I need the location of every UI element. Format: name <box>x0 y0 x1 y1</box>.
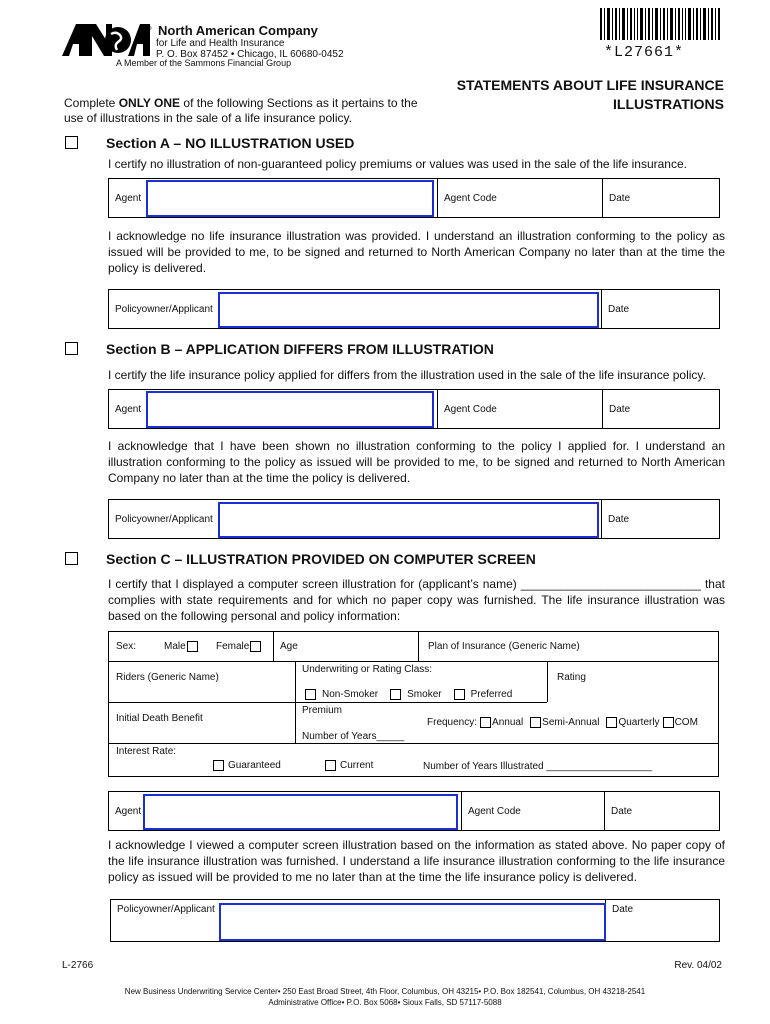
agent-label: Agent <box>115 192 142 204</box>
semi-annual-label: Semi-Annual <box>542 717 600 728</box>
section-c-agent-field[interactable] <box>143 794 458 830</box>
company-name: North American Company <box>158 23 318 38</box>
section-b-certify: I certify the life insurance policy applied for differs from the illustration used in the sale of the life insurance policy. <box>108 368 706 382</box>
date-cell[interactable] <box>603 390 720 429</box>
section-a-agent-field[interactable] <box>146 180 434 217</box>
date-cell[interactable] <box>602 290 720 329</box>
semi-annual-checkbox[interactable] <box>530 717 541 728</box>
agent-label: Agent <box>115 403 142 415</box>
section-a-policyowner-field[interactable] <box>218 292 599 328</box>
quarterly-label: Quarterly <box>618 717 660 728</box>
barcode-number: *L27661* <box>604 44 685 61</box>
riders-label: Riders (Generic Name) <box>116 672 219 683</box>
title-line-1: STATEMENTS ABOUT LIFE INSURANCE <box>456 77 724 93</box>
class-options <box>305 689 512 700</box>
female-checkbox[interactable] <box>250 641 261 652</box>
frequency-label: Frequency: <box>427 717 478 728</box>
female-label: Female <box>216 641 250 652</box>
policyowner-label: Policyowner/Applicant <box>115 303 213 315</box>
intro-bold: ONLY ONE <box>118 96 181 110</box>
com-checkbox[interactable] <box>663 717 674 728</box>
male-checkbox[interactable] <box>187 641 198 652</box>
company-logo <box>62 22 152 58</box>
current-checkbox[interactable] <box>325 760 336 771</box>
section-b-acknowledge: I acknowledge that I have been shown no illustration conforming to the policy I applied for. I understand an illustration conforming to the policy as issued will be provided to me, to be signed and returned to North American Company no later than at the time the policy is delivered. <box>108 439 725 485</box>
section-b-checkbox[interactable] <box>65 342 78 355</box>
age-label: Age <box>280 641 298 652</box>
grid-divider <box>273 632 274 661</box>
section-c-title: Section C – ILLUSTRATION PROVIDED ON COMPUTER SCREEN <box>106 551 536 567</box>
number-of-years-label: Number of Years_____ <box>302 731 405 742</box>
section-b-agent-field[interactable] <box>146 391 434 428</box>
frequency-options <box>427 717 698 728</box>
date-cell[interactable] <box>605 792 720 831</box>
agent-code-label: Agent Code <box>444 403 497 415</box>
title-line-2: ILLUSTRATIONS <box>613 96 724 112</box>
section-b-title: Section B – APPLICATION DIFFERS FROM ILLUSTRATION <box>106 341 494 357</box>
smoker-label: Smoker <box>407 689 442 700</box>
date-label: Date <box>608 303 630 315</box>
section-a-certify: I certify no illustration of non-guaranteed policy premiums or values was used in the sale of the life insurance. <box>108 157 687 171</box>
svg-text:®: ® <box>148 26 152 32</box>
intro-post: of the following Sections as it pertains to the use of illustrations in the sale of a life insurance policy. <box>64 96 418 125</box>
date-label: Date <box>609 403 631 415</box>
date-label: Date <box>609 192 631 204</box>
date-label: Date <box>612 904 634 915</box>
quarterly-checkbox[interactable] <box>606 717 617 728</box>
male-label: Male <box>164 641 186 652</box>
date-cell[interactable] <box>602 500 720 539</box>
female-option[interactable] <box>216 641 261 652</box>
form-number: L-2766 <box>62 960 94 971</box>
guaranteed-option[interactable] <box>213 760 281 771</box>
annual-checkbox[interactable] <box>480 717 491 728</box>
agent-code-label: Agent Code <box>468 805 521 817</box>
current-label: Current <box>340 760 374 771</box>
footer-address-1: New Business Underwriting Service Center• 250 East Broad Street, 4th Floor, Columbus, OH 43215• P.O. Box 182541, Columbus, OH 43218-2541 <box>124 987 646 996</box>
rating-label: Rating <box>557 672 586 683</box>
guaranteed-label: Guaranteed <box>228 760 281 771</box>
company-sub-line: for Life and Health Insurance <box>156 38 285 49</box>
agent-code-cell[interactable] <box>462 792 605 831</box>
interest-rate-label: Interest Rate: <box>116 746 177 757</box>
section-c-acknowledge: I acknowledge I viewed a computer screen illustration based on the information as stated above. No paper copy of the life insurance illustration was furnished. I understand a life insurance illustration conforming to the life insurance policy as issued will be provided to me no later than at the time the life insurance policy is delivered. <box>108 838 725 884</box>
date-label: Date <box>608 513 630 525</box>
grid-divider <box>109 661 718 662</box>
preferred-checkbox[interactable] <box>454 689 465 700</box>
annual-label: Annual <box>492 717 524 728</box>
grid-divider <box>109 702 547 703</box>
intro-pre: Complete <box>64 96 119 110</box>
non-smoker-checkbox[interactable] <box>305 689 316 700</box>
policyowner-label: Policyowner/Applicant <box>117 904 215 915</box>
section-b-policyowner-field[interactable] <box>218 502 599 538</box>
agent-label: Agent <box>115 805 142 817</box>
grid-divider <box>295 661 296 743</box>
instructions <box>64 96 424 126</box>
agent-code-label: Agent Code <box>444 192 497 204</box>
revision-date: Rev. 04/02 <box>674 960 722 971</box>
non-smoker-label: Non-Smoker <box>322 689 379 700</box>
premium-label: Premium <box>302 705 343 716</box>
date-cell[interactable] <box>606 900 720 942</box>
grid-divider <box>547 661 548 702</box>
current-option[interactable] <box>325 760 373 771</box>
section-c-checkbox[interactable] <box>65 552 78 565</box>
agent-code-cell[interactable] <box>438 179 603 218</box>
male-option[interactable] <box>164 641 198 652</box>
company-subtitle <box>156 38 344 60</box>
section-a-checkbox[interactable] <box>65 136 78 149</box>
smoker-checkbox[interactable] <box>390 689 401 700</box>
sex-label: Sex: <box>116 641 137 652</box>
company-address: P. O. Box 87452 • Chicago, IL 60680-0452 <box>156 49 344 60</box>
section-c-certify: I certify that I displayed a computer screen illustration for (applicant’s name) ___________________________ that complies with state requirements and for which no paper copy was furnished. The life insurance illustration was based on the following personal and policy information: <box>108 577 725 623</box>
com-label: COM <box>674 717 698 728</box>
barcode-graphic <box>600 8 720 40</box>
section-a-acknowledge: I acknowledge no life insurance illustration was provided. I understand an illustration conforming to the policy as issued will be provided to me, to be signed and returned to North American Company no later than at the time the policy is delivered. <box>108 229 725 275</box>
grid-divider <box>418 632 419 661</box>
initial-death-benefit-label: Initial Death Benefit <box>116 713 203 724</box>
policy-info-grid <box>108 631 719 777</box>
grid-divider <box>109 743 718 744</box>
underwriting-label: Underwriting or Rating Class: <box>302 664 433 675</box>
years-illustrated-label: Number of Years Illustrated ___________________ <box>423 761 653 772</box>
member-line: A Member of the Sammons Financial Group <box>116 58 292 68</box>
policyowner-label: Policyowner/Applicant <box>115 513 213 525</box>
document-title <box>457 76 724 114</box>
guaranteed-checkbox[interactable] <box>213 760 224 771</box>
agent-code-cell[interactable] <box>438 390 603 429</box>
footer-address-2: Administrative Office• P.O. Box 5068• Sioux Falls, SD 57117-5088 <box>268 998 502 1007</box>
section-a-title: Section A – NO ILLUSTRATION USED <box>106 135 355 151</box>
date-cell[interactable] <box>603 179 720 218</box>
preferred-label: Preferred <box>470 689 513 700</box>
date-label: Date <box>611 805 633 817</box>
section-c-policyowner-field[interactable] <box>219 903 606 941</box>
plan-label: Plan of Insurance (Generic Name) <box>428 641 580 652</box>
